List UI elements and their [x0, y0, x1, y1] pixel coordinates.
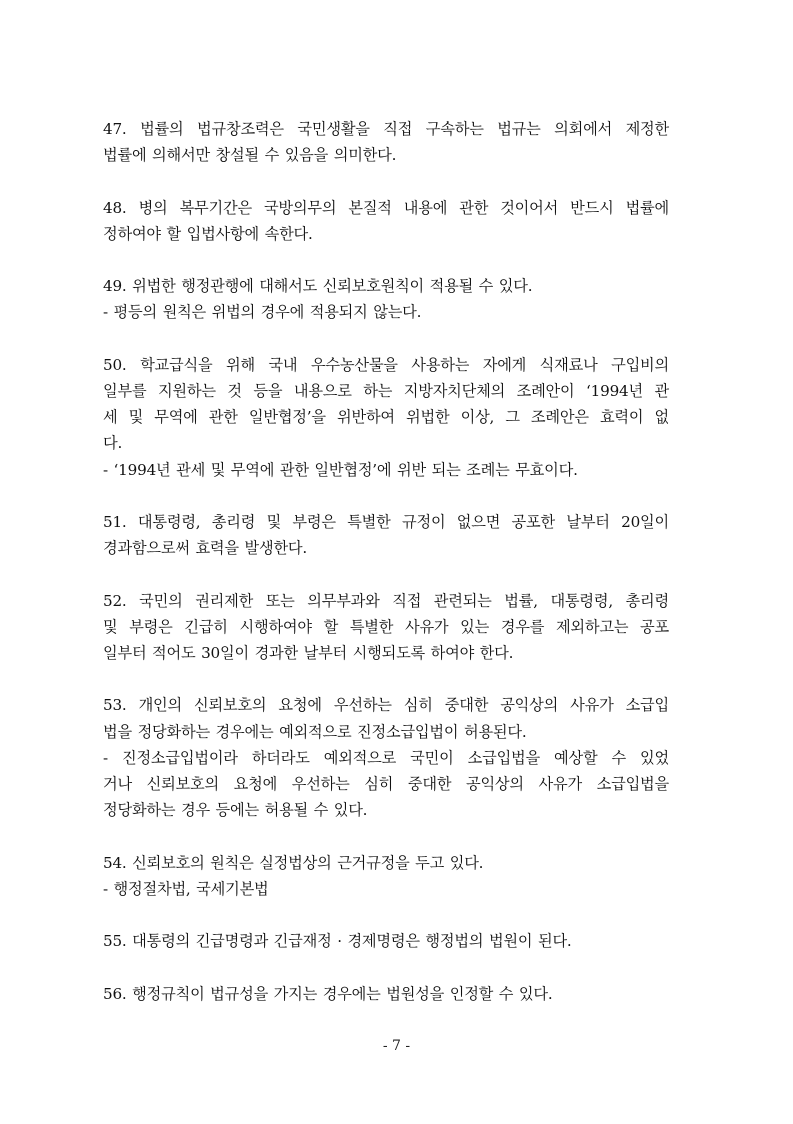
document-body — [103, 116, 669, 1033]
paragraph-51 — [103, 509, 669, 561]
paragraph-52 — [103, 588, 669, 667]
page-number: - 7 - — [382, 1038, 411, 1054]
paragraph-56 — [103, 981, 669, 1007]
paragraph-note-line: - ‘1994년 관세 및 무역에 관한 일반협정’에 위반 되는 조례는 무효이다. — [103, 460, 578, 479]
paragraph-line: 55. 대통령의 긴급명령과 긴급재정 · 경제명령은 행정법의 법원이 된다. — [103, 932, 572, 951]
paragraph-line: 일부터 적어도 30일이 경과한 날부터 시행되도록 하여야 한다. — [103, 643, 514, 662]
paragraph-line: 경과함으로써 효력을 발생한다. — [103, 539, 308, 558]
paragraph-line: 47. 법률의 법규창조력은 국민생활을 직접 구속하는 법규는 의회에서 제정한 — [103, 120, 669, 138]
paragraph-line: 및 부령은 긴급히 시행하여야 할 특별한 사유가 있는 경우를 제외하고는 공포 — [103, 617, 669, 636]
paragraph-note-line: 정당화하는 경우 등에는 허용될 수 있다. — [103, 801, 368, 820]
paragraph-line: 48. 병의 복무기간은 국방의무의 본질적 내용에 관한 것이어서 반드시 법률에 — [103, 198, 669, 217]
paragraph-line: 52. 국민의 권리제한 또는 의무부과와 직접 관련되는 법률, 대통령령, 총리령 — [103, 591, 669, 610]
paragraph-note-line: - 진정소급입법이라 하더라도 예외적으로 국민이 소급입법을 예상할 수 있었 — [103, 748, 669, 767]
paragraph-line: 54. 신뢰보호의 원칙은 실정법상의 근거규정을 두고 있다. — [103, 853, 484, 872]
paragraph-line: 세 및 무역에 관한 일반협정’을 위반하여 위법한 이상, 그 조례안은 효력이 없 — [103, 408, 669, 427]
paragraph-49 — [103, 273, 669, 325]
paragraph-line: 법률에 의해서만 창설될 수 있음을 의미한다. — [103, 146, 397, 165]
paragraph-line: 50. 학교급식을 위해 국내 우수농산물을 사용하는 자에게 식재료나 구입비의 — [103, 355, 669, 374]
paragraph-note-line: - 평등의 원칙은 위법의 경우에 적용되지 않는다. — [103, 303, 422, 322]
paragraph-53 — [103, 692, 669, 823]
paragraph-line: 정하여야 할 입법사항에 속한다. — [103, 224, 313, 243]
paragraph-line: 다. — [103, 434, 123, 453]
paragraph-line: 49. 위법한 행정관행에 대해서도 신뢰보호원칙이 적용될 수 있다. — [103, 277, 533, 296]
paragraph-line: 53. 개인의 신뢰보호의 요청에 우선하는 심히 중대한 공익상의 사유가 소급입 — [103, 696, 669, 715]
paragraph-55 — [103, 928, 669, 954]
paragraph-54 — [103, 850, 669, 902]
paragraph-50 — [103, 352, 669, 483]
paragraph-line: 법을 정당화하는 경우에는 예외적으로 진정소급입법이 허용된다. — [103, 722, 527, 741]
paragraph-48 — [103, 195, 669, 247]
paragraph-note-line: 거나 신뢰보호의 요청에 우선하는 심히 중대한 공익상의 사유가 소급입법을 — [103, 774, 669, 793]
paragraph-note-line: - 행정절차법, 국세기본법 — [103, 879, 269, 898]
paragraph-line: 56. 행정규칙이 법규성을 가지는 경우에는 법원성을 인정할 수 있다. — [103, 984, 553, 1003]
paragraph-47 — [103, 116, 669, 168]
paragraph-line: 일부를 지원하는 것 등을 내용으로 하는 지방자치단체의 조례안이 ‘1994년 관 — [103, 381, 669, 400]
paragraph-line: 51. 대통령령, 총리령 및 부령은 특별한 규정이 없으면 공포한 날부터 20일이 — [103, 512, 669, 531]
